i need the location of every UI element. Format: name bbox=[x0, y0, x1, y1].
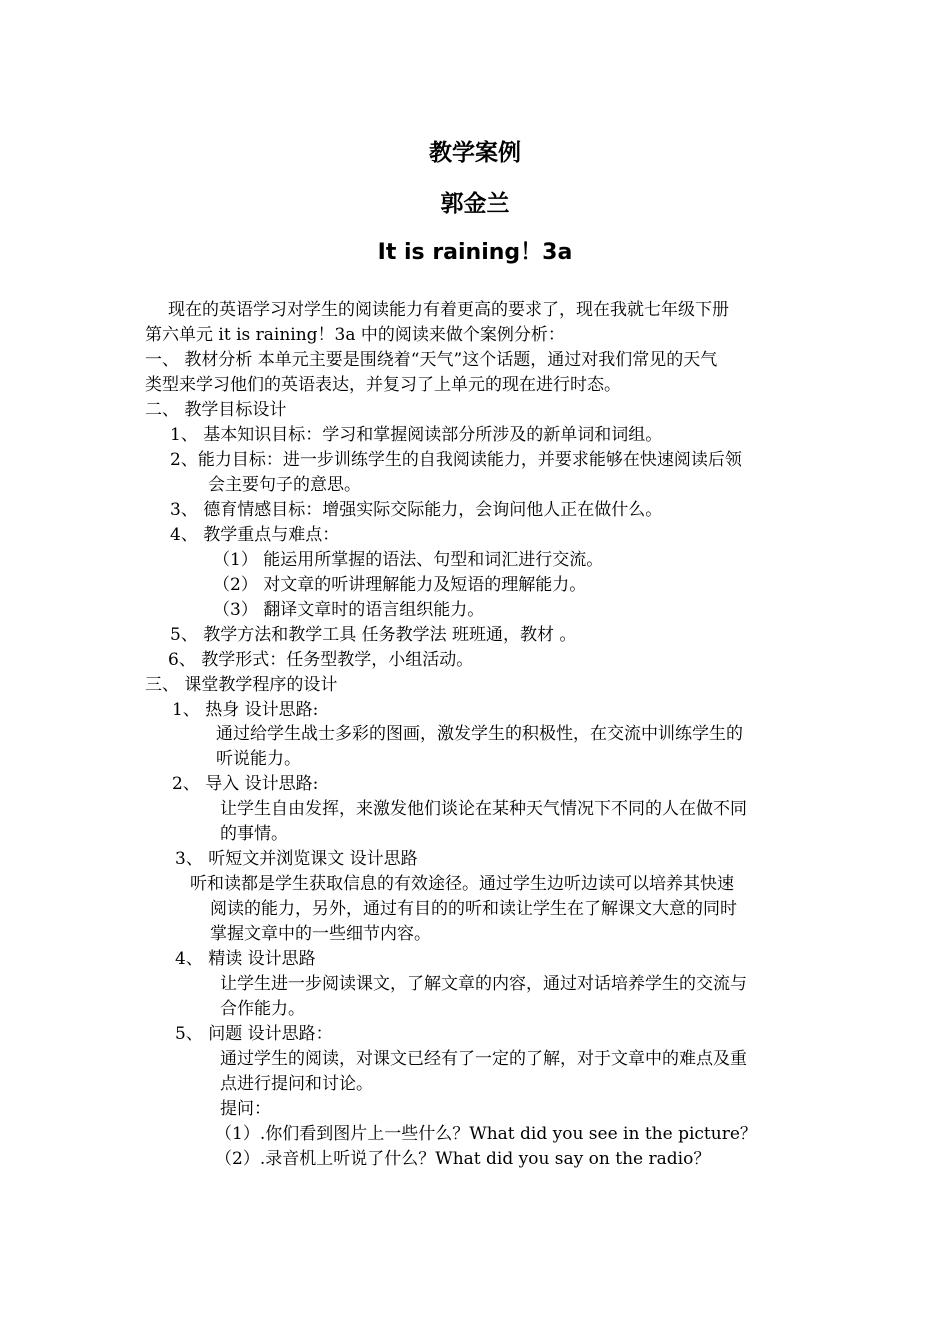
s2-item-4: 4、 教学重点与难点： bbox=[170, 525, 340, 545]
s2-item-2-line-2: 会主要句子的意思。 bbox=[208, 475, 361, 495]
intro-line-2: 第六单元 it is raining！3a 中的阅读来做个案例分析： bbox=[145, 325, 565, 345]
s2-item-3: 3、 德育情感目标：增强实际交际能力，会询问他人正在做什么。 bbox=[170, 500, 663, 520]
s3-item-1: 1、 热身 设计思路: bbox=[172, 700, 319, 720]
s2-point-2: （2） 对文章的听讲理解能力及短语的理解能力。 bbox=[213, 575, 587, 595]
s3-item-3: 3、 听短文并浏览课文 设计思路 bbox=[175, 849, 418, 869]
s3-item-5-text-1: 通过学生的阅读，对课文已经有了一定的了解，对于文章中的难点及重 bbox=[220, 1049, 747, 1069]
s2-point-1: （1） 能运用所掌握的语法、句型和词汇进行交流。 bbox=[213, 550, 604, 570]
doc-subtitle: It is raining！3a bbox=[377, 240, 573, 265]
s3-item-1-text-1: 通过给学生战士多彩的图画，激发学生的积极性，在交流中训练学生的 bbox=[216, 724, 743, 744]
section-3-heading: 三、 课堂教学程序的设计 bbox=[145, 675, 338, 695]
s3-item-4: 4、 精读 设计思路 bbox=[175, 949, 316, 969]
s3-item-5: 5、 问题 设计思路： bbox=[175, 1024, 333, 1044]
doc-title: 教学案例 bbox=[429, 140, 521, 166]
s3-question-1: （1）.你们看到图片上一些什么？What did you see in the picture？ bbox=[215, 1124, 757, 1144]
s3-item-2-text-1: 让学生自由发挥，来激发他们谈论在某种天气情况下不同的人在做不同 bbox=[220, 799, 747, 819]
s3-item-4-text-1: 让学生进一步阅读课文，了解文章的内容，通过对话培养学生的交流与 bbox=[220, 974, 747, 994]
s3-question-2: （2）.录音机上听说了什么？What did you say on the radio？ bbox=[215, 1149, 711, 1169]
s3-item-1-text-2: 听说能力。 bbox=[216, 749, 301, 769]
section-1-line-2: 类型来学习他们的英语表达，并复习了上单元的现在进行时态。 bbox=[145, 375, 621, 395]
section-2-heading: 二、 教学目标设计 bbox=[145, 400, 287, 420]
s2-item-1: 1、 基本知识目标：学习和掌握阅读部分所涉及的新单词和词组。 bbox=[170, 425, 663, 445]
section-1-line-1: 一、 教材分析 本单元主要是围绕着“天气”这个话题，通过对我们常见的天气 bbox=[145, 350, 718, 370]
s3-item-4-text-2: 合作能力。 bbox=[220, 999, 305, 1019]
s3-item-5-text-2: 点进行提问和讨论。 bbox=[220, 1074, 373, 1094]
s3-ask-label: 提问： bbox=[220, 1099, 271, 1119]
s2-item-2-line-1: 2、能力目标：进一步训练学生的自我阅读能力，并要求能够在快速阅读后领 bbox=[170, 450, 742, 470]
doc-author: 郭金兰 bbox=[440, 191, 510, 217]
intro-line-1: 现在的英语学习对学生的阅读能力有着更高的要求了，现在我就七年级下册 bbox=[168, 300, 729, 320]
s3-item-3-text-3: 掌握文章中的一些细节内容。 bbox=[210, 924, 431, 944]
s2-point-3: （3） 翻译文章时的语言组织能力。 bbox=[213, 600, 485, 620]
s2-item-5: 5、 教学方法和教学工具 任务教学法 班班通，教材 。 bbox=[170, 625, 577, 645]
s2-item-6: 6、 教学形式：任务型教学，小组活动。 bbox=[168, 650, 474, 670]
s3-item-3-text-1: 听和读都是学生获取信息的有效途径。通过学生边听边读可以培养其快速 bbox=[190, 874, 734, 894]
s3-item-2: 2、 导入 设计思路: bbox=[172, 774, 319, 794]
s3-item-2-text-2: 的事情。 bbox=[220, 824, 288, 844]
s3-item-3-text-2: 阅读的能力，另外，通过有目的的听和读让学生在了解课文大意的同时 bbox=[210, 899, 737, 919]
